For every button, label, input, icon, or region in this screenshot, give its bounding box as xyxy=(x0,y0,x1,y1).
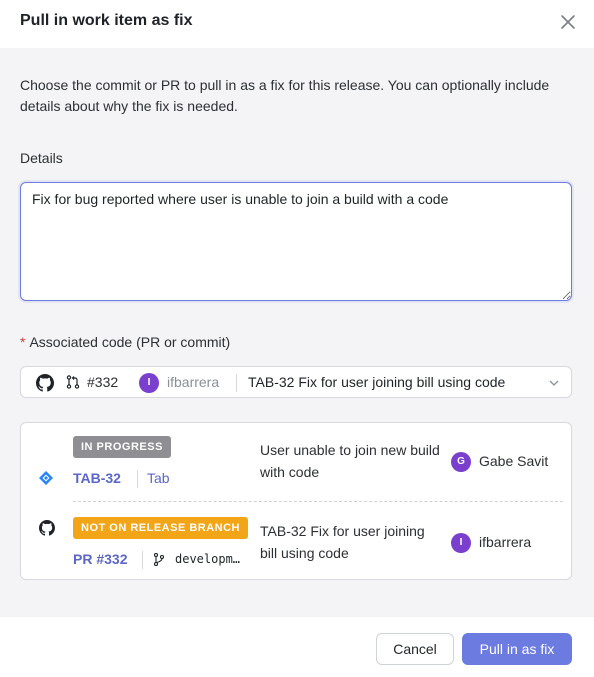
pr-title: TAB-32 Fix for user joining bill using code xyxy=(248,374,506,390)
pr-author: ifbarrera xyxy=(167,374,220,390)
cancel-button[interactable]: Cancel xyxy=(376,633,454,665)
pull-request-icon xyxy=(66,375,80,389)
select-divider xyxy=(236,374,237,392)
work-item-description: User unable to join new build with code xyxy=(260,442,440,480)
branch-name[interactable]: developm… xyxy=(175,552,241,566)
close-button[interactable] xyxy=(558,12,578,32)
github-icon xyxy=(39,520,55,536)
key-divider xyxy=(142,551,143,569)
required-marker: * xyxy=(20,334,26,350)
close-icon xyxy=(558,12,578,32)
associated-code-select[interactable] xyxy=(20,366,572,398)
work-item-key-link[interactable]: TAB-32 xyxy=(73,470,121,486)
pr-link[interactable]: PR #332 xyxy=(73,551,128,567)
modal-footer xyxy=(0,617,594,677)
associated-code-label xyxy=(20,334,230,350)
key-divider xyxy=(137,470,138,488)
pr-description: TAB-32 Fix for user joining bill using code xyxy=(260,523,425,561)
details-textarea[interactable] xyxy=(20,182,572,301)
project-link[interactable]: Tab xyxy=(147,470,170,486)
modal-header xyxy=(0,0,594,48)
row-divider xyxy=(73,501,563,502)
chevron-down-icon xyxy=(548,377,560,389)
pr-number: #332 xyxy=(87,374,119,390)
associated-code-label-text: Associated code (PR or commit) xyxy=(29,334,231,350)
pull-in-as-fix-button[interactable]: Pull in as fix xyxy=(462,633,572,665)
status-badge: IN PROGRESS xyxy=(73,436,171,458)
assignee-name: ifbarrera xyxy=(479,534,532,550)
modal-title: Pull in work item as fix xyxy=(20,12,193,29)
jira-diamond-icon xyxy=(39,471,53,485)
details-label: Details xyxy=(20,150,63,166)
status-badge: NOT ON RELEASE BRANCH xyxy=(73,517,248,539)
assignee-name: Gabe Savit xyxy=(479,453,549,469)
work-item-card xyxy=(20,422,572,580)
intro-text: Choose the commit or PR to pull in as a fix for this release. You can optionally include details about why the fix is needed. xyxy=(20,77,550,114)
avatar: I xyxy=(139,373,159,393)
avatar: I xyxy=(451,533,471,553)
git-branch-icon xyxy=(153,553,165,566)
github-icon xyxy=(36,374,54,392)
avatar: G xyxy=(451,452,471,472)
